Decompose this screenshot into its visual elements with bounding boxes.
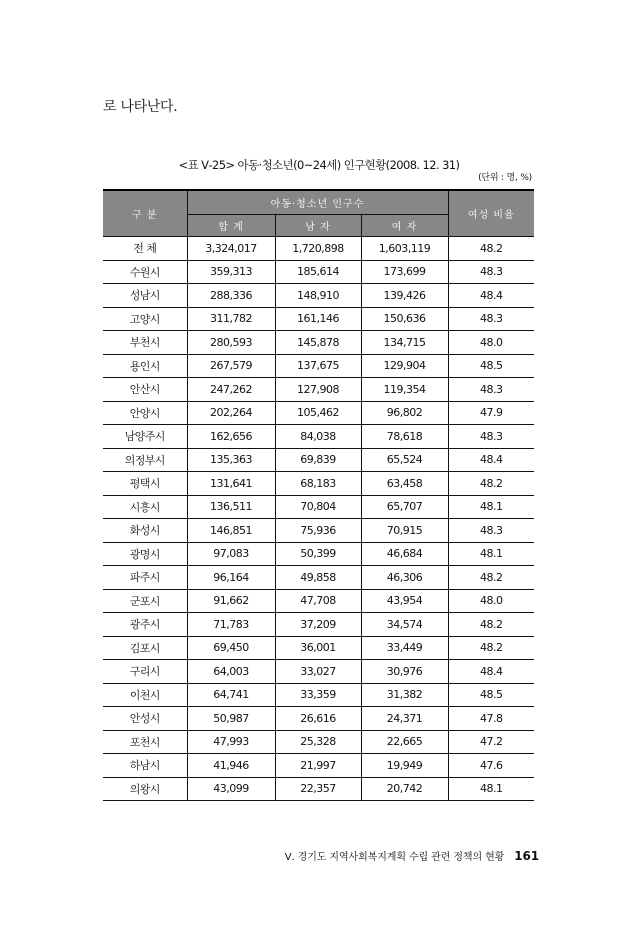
table-row [103, 237, 534, 261]
cell-total: 247,262 [187, 378, 275, 402]
cell-female: 19,949 [361, 754, 448, 778]
cell-region: 고양시 [103, 307, 187, 331]
table-row [103, 519, 534, 543]
cell-female: 31,382 [361, 683, 448, 707]
cell-total: 71,783 [187, 613, 275, 637]
cell-ratio: 48.2 [448, 237, 534, 261]
table-row [103, 354, 534, 378]
page-footer [285, 848, 539, 863]
page-number: 161 [514, 849, 539, 863]
cell-ratio: 48.4 [448, 660, 534, 684]
cell-ratio: 48.4 [448, 448, 534, 472]
cell-region: 안산시 [103, 378, 187, 402]
table-row [103, 589, 534, 613]
cell-region: 부천시 [103, 331, 187, 355]
table-row [103, 472, 534, 496]
table-row [103, 613, 534, 637]
cell-region: 용인시 [103, 354, 187, 378]
cell-female: 70,915 [361, 519, 448, 543]
unit-note: (단위 : 명, %) [478, 173, 532, 183]
cell-total: 136,511 [187, 495, 275, 519]
cell-ratio: 48.3 [448, 307, 534, 331]
cell-male: 21,997 [275, 754, 361, 778]
table-row [103, 777, 534, 801]
table-row [103, 331, 534, 355]
cell-male: 49,858 [275, 566, 361, 590]
cell-male: 33,359 [275, 683, 361, 707]
table-row [103, 683, 534, 707]
header-female: 여 자 [361, 215, 448, 237]
cell-total: 280,593 [187, 331, 275, 355]
cell-ratio: 47.6 [448, 754, 534, 778]
cell-ratio: 48.1 [448, 495, 534, 519]
cell-ratio: 48.1 [448, 542, 534, 566]
cell-male: 47,708 [275, 589, 361, 613]
cell-region: 포천시 [103, 730, 187, 754]
cell-ratio: 47.2 [448, 730, 534, 754]
cell-female: 30,976 [361, 660, 448, 684]
cell-ratio: 48.1 [448, 777, 534, 801]
cell-male: 25,328 [275, 730, 361, 754]
cell-ratio: 48.5 [448, 683, 534, 707]
table-row [103, 448, 534, 472]
table-row [103, 542, 534, 566]
cell-male: 137,675 [275, 354, 361, 378]
cell-total: 267,579 [187, 354, 275, 378]
cell-region: 하남시 [103, 754, 187, 778]
cell-male: 36,001 [275, 636, 361, 660]
cell-total: 43,099 [187, 777, 275, 801]
table-row [103, 401, 534, 425]
cell-female: 33,449 [361, 636, 448, 660]
cell-total: 359,313 [187, 260, 275, 284]
cell-male: 127,908 [275, 378, 361, 402]
cell-male: 161,146 [275, 307, 361, 331]
table-row [103, 707, 534, 731]
cell-female: 1,603,119 [361, 237, 448, 261]
table-row [103, 660, 534, 684]
cell-total: 69,450 [187, 636, 275, 660]
footer-chapter: Ⅴ. 경기도 지역사회복지계획 수립 관련 정책의 현황 [284, 852, 505, 863]
cell-female: 46,306 [361, 566, 448, 590]
cell-ratio: 47.9 [448, 401, 534, 425]
cell-total: 97,083 [187, 542, 275, 566]
cell-female: 173,699 [361, 260, 448, 284]
cell-male: 105,462 [275, 401, 361, 425]
cell-region: 의정부시 [103, 448, 187, 472]
cell-region: 남양주시 [103, 425, 187, 449]
cell-female: 20,742 [361, 777, 448, 801]
header-total: 합 계 [187, 215, 275, 237]
header-female-ratio: 여성 비율 [448, 190, 534, 237]
cell-total: 135,363 [187, 448, 275, 472]
cell-ratio: 48.2 [448, 472, 534, 496]
table-row [103, 495, 534, 519]
cell-male: 75,936 [275, 519, 361, 543]
cell-male: 1,720,898 [275, 237, 361, 261]
cell-female: 24,371 [361, 707, 448, 731]
cell-region: 전 체 [103, 237, 187, 261]
cell-ratio: 48.0 [448, 589, 534, 613]
cell-ratio: 48.2 [448, 636, 534, 660]
cell-female: 150,636 [361, 307, 448, 331]
cell-female: 34,574 [361, 613, 448, 637]
table-row [103, 284, 534, 308]
cell-region: 안성시 [103, 707, 187, 731]
cell-female: 134,715 [361, 331, 448, 355]
cell-male: 145,878 [275, 331, 361, 355]
cell-total: 64,003 [187, 660, 275, 684]
cell-region: 군포시 [103, 589, 187, 613]
cell-female: 119,354 [361, 378, 448, 402]
table-row [103, 566, 534, 590]
table-row [103, 730, 534, 754]
cell-male: 68,183 [275, 472, 361, 496]
cell-total: 202,264 [187, 401, 275, 425]
cell-total: 3,324,017 [187, 237, 275, 261]
cell-total: 47,993 [187, 730, 275, 754]
cell-female: 65,524 [361, 448, 448, 472]
cell-total: 131,641 [187, 472, 275, 496]
cell-total: 162,656 [187, 425, 275, 449]
cell-male: 148,910 [275, 284, 361, 308]
cell-female: 65,707 [361, 495, 448, 519]
cell-ratio: 48.3 [448, 425, 534, 449]
cell-total: 146,851 [187, 519, 275, 543]
cell-total: 96,164 [187, 566, 275, 590]
cell-region: 수원시 [103, 260, 187, 284]
cell-male: 26,616 [275, 707, 361, 731]
table-row [103, 636, 534, 660]
cell-total: 91,662 [187, 589, 275, 613]
cell-male: 69,839 [275, 448, 361, 472]
cell-total: 64,741 [187, 683, 275, 707]
cell-female: 22,665 [361, 730, 448, 754]
cell-female: 46,684 [361, 542, 448, 566]
cell-total: 288,336 [187, 284, 275, 308]
table-row [103, 378, 534, 402]
cell-ratio: 48.4 [448, 284, 534, 308]
cell-female: 63,458 [361, 472, 448, 496]
cell-total: 41,946 [187, 754, 275, 778]
cell-male: 50,399 [275, 542, 361, 566]
table-row [103, 754, 534, 778]
cell-ratio: 48.3 [448, 260, 534, 284]
intro-text: 로 나타난다. [103, 99, 178, 115]
cell-region: 광주시 [103, 613, 187, 637]
cell-male: 70,804 [275, 495, 361, 519]
cell-ratio: 48.0 [448, 331, 534, 355]
table-row [103, 307, 534, 331]
cell-female: 43,954 [361, 589, 448, 613]
cell-male: 33,027 [275, 660, 361, 684]
header-male: 남 자 [275, 215, 361, 237]
cell-total: 311,782 [187, 307, 275, 331]
cell-female: 78,618 [361, 425, 448, 449]
cell-ratio: 47.8 [448, 707, 534, 731]
cell-region: 의왕시 [103, 777, 187, 801]
cell-region: 성남시 [103, 284, 187, 308]
population-table [103, 189, 534, 801]
cell-region: 안양시 [103, 401, 187, 425]
cell-male: 22,357 [275, 777, 361, 801]
cell-male: 84,038 [275, 425, 361, 449]
cell-female: 139,426 [361, 284, 448, 308]
cell-female: 96,802 [361, 401, 448, 425]
cell-region: 김포시 [103, 636, 187, 660]
cell-region: 화성시 [103, 519, 187, 543]
cell-total: 50,987 [187, 707, 275, 731]
table-row [103, 425, 534, 449]
cell-ratio: 48.5 [448, 354, 534, 378]
header-group: 아동·청소년 인구수 [187, 190, 448, 215]
cell-region: 평택시 [103, 472, 187, 496]
cell-region: 파주시 [103, 566, 187, 590]
cell-ratio: 48.3 [448, 378, 534, 402]
cell-female: 129,904 [361, 354, 448, 378]
cell-ratio: 48.2 [448, 566, 534, 590]
cell-male: 37,209 [275, 613, 361, 637]
cell-male: 185,614 [275, 260, 361, 284]
cell-region: 구리시 [103, 660, 187, 684]
cell-region: 시흥시 [103, 495, 187, 519]
header-category: 구 분 [103, 190, 187, 237]
cell-ratio: 48.2 [448, 613, 534, 637]
table-caption: <표 Ⅴ-25> 아동·청소년(0~24세) 인구현황(2008. 12. 31) [178, 158, 460, 172]
cell-region: 이천시 [103, 683, 187, 707]
table-row [103, 260, 534, 284]
cell-region: 광명시 [103, 542, 187, 566]
cell-ratio: 48.3 [448, 519, 534, 543]
